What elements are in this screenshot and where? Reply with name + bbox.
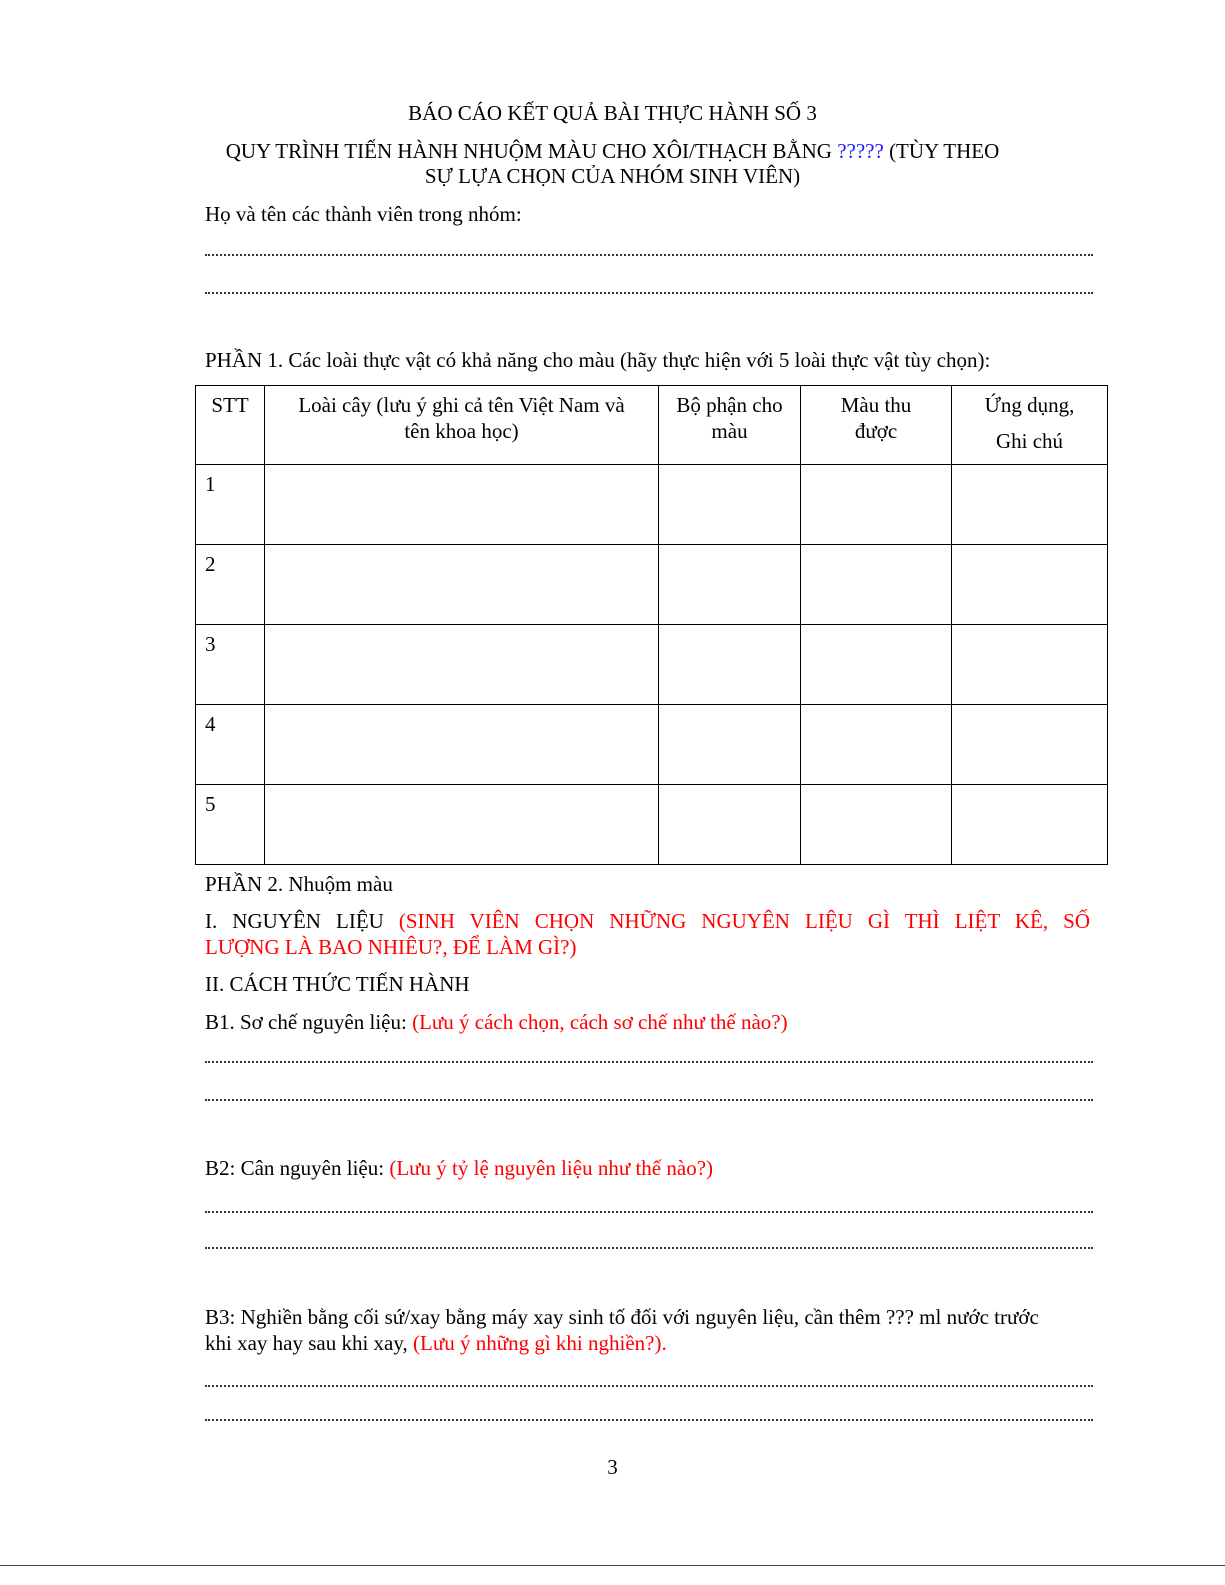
b2-dotted-line-1 — [205, 1209, 1093, 1213]
members-label: Họ và tên các thành viên trong nhóm: — [205, 202, 522, 226]
report-subtitle — [0, 138, 1225, 164]
b2-dotted-line-2 — [205, 1245, 1093, 1249]
step-b3-line-1: B3: Nghiền bằng cối sứ/xay bằng máy xay sinh tố đối với nguyên liệu, cần thêm ??? ml nước trước — [205, 1305, 1039, 1329]
cell-usage[interactable] — [952, 625, 1108, 705]
materials-note-line-2: LƯỢNG LÀ BAO NHIÊU?, ĐỂ LÀM GÌ?) — [205, 935, 577, 959]
header-color-obtained: Màu thu được — [801, 386, 952, 465]
row-number: 3 — [196, 625, 265, 705]
row-number: 5 — [196, 785, 265, 865]
cell-species[interactable] — [265, 785, 659, 865]
cell-color[interactable] — [801, 785, 952, 865]
cell-usage[interactable] — [952, 785, 1108, 865]
step-b1 — [205, 1009, 1095, 1035]
cell-color[interactable] — [801, 465, 952, 545]
cell-species[interactable] — [265, 465, 659, 545]
subtitle-text: QUY TRÌNH TIẾN HÀNH NHUỘM MÀU CHO XÔI/THẠCH BẰNG — [225, 139, 832, 163]
cell-usage[interactable] — [952, 705, 1108, 785]
b1-dotted-line-2 — [205, 1097, 1093, 1101]
cell-color[interactable] — [801, 625, 952, 705]
row-number: 2 — [196, 545, 265, 625]
table-row — [196, 545, 1108, 625]
b3-dotted-line-1 — [205, 1383, 1093, 1387]
b1-dotted-line-1 — [205, 1059, 1093, 1063]
species-table — [195, 385, 1108, 865]
part1-heading: PHẦN 1. Các loài thực vật có khả năng cho màu (hãy thực hiện với 5 loài thực vật tùy chọn): — [205, 348, 991, 372]
cell-plant-part[interactable] — [659, 465, 801, 545]
step-b3-line-2 — [205, 1330, 1095, 1356]
report-subtitle-line2: SỰ LỰA CHỌN CỦA NHÓM SINH VIÊN) — [424, 164, 801, 188]
members-dotted-line-2 — [205, 290, 1093, 294]
cell-usage[interactable] — [952, 465, 1108, 545]
part2-heading: PHẦN 2. Nhuộm màu — [205, 872, 393, 896]
step-b2 — [205, 1155, 1095, 1181]
materials-line-1 — [205, 908, 1090, 934]
header-species: Loài cây (lưu ý ghi cả tên Việt Nam và tên khoa học) — [265, 386, 659, 465]
page-number: 3 — [607, 1455, 618, 1479]
cell-plant-part[interactable] — [659, 705, 801, 785]
report-title: BÁO CÁO KẾT QUẢ BÀI THỰC HÀNH SỐ 3 — [408, 101, 817, 125]
table-row — [196, 625, 1108, 705]
cell-species[interactable] — [265, 545, 659, 625]
table-row — [196, 785, 1108, 865]
step-b3-note: (Lưu ý những gì khi nghiền?). — [413, 1331, 667, 1355]
row-number: 4 — [196, 705, 265, 785]
cell-species[interactable] — [265, 625, 659, 705]
table-row — [196, 465, 1108, 545]
cell-plant-part[interactable] — [659, 785, 801, 865]
step-b2-note: (Lưu ý tỷ lệ nguyên liệu như thế nào?) — [389, 1156, 714, 1180]
step-b3-text: khi xay hay sau khi xay, — [205, 1331, 408, 1355]
members-dotted-line-1 — [205, 252, 1093, 256]
cell-usage[interactable] — [952, 545, 1108, 625]
step-b1-label: B1. Sơ chế nguyên liệu: — [205, 1010, 407, 1034]
subtitle-text-continued: (TÙY THEO — [889, 139, 1000, 163]
materials-label: I. NGUYÊN LIỆU — [205, 909, 384, 933]
b3-dotted-line-2 — [205, 1417, 1093, 1421]
row-number: 1 — [196, 465, 265, 545]
cell-color[interactable] — [801, 545, 952, 625]
method-heading: II. CÁCH THỨC TIẾN HÀNH — [205, 972, 470, 996]
materials-note: (SINH VIÊN CHỌN NHỮNG NGUYÊN LIỆU GÌ THÌ LIỆT KÊ, SỐ — [398, 909, 1091, 933]
table-row — [196, 705, 1108, 785]
header-usage-notes: Ứng dụng, Ghi chú — [952, 386, 1108, 465]
cell-plant-part[interactable] — [659, 545, 801, 625]
subtitle-placeholder: ????? — [837, 139, 884, 163]
cell-plant-part[interactable] — [659, 625, 801, 705]
header-stt: STT — [196, 386, 265, 465]
step-b1-note: (Lưu ý cách chọn, cách sơ chế như thế nào?) — [412, 1010, 788, 1034]
step-b2-label: B2: Cân nguyên liệu: — [205, 1156, 385, 1180]
page-bottom-border — [0, 1565, 1225, 1566]
table-header-row — [196, 386, 1108, 465]
cell-color[interactable] — [801, 705, 952, 785]
cell-species[interactable] — [265, 705, 659, 785]
header-plant-part: Bộ phận cho màu — [659, 386, 801, 465]
